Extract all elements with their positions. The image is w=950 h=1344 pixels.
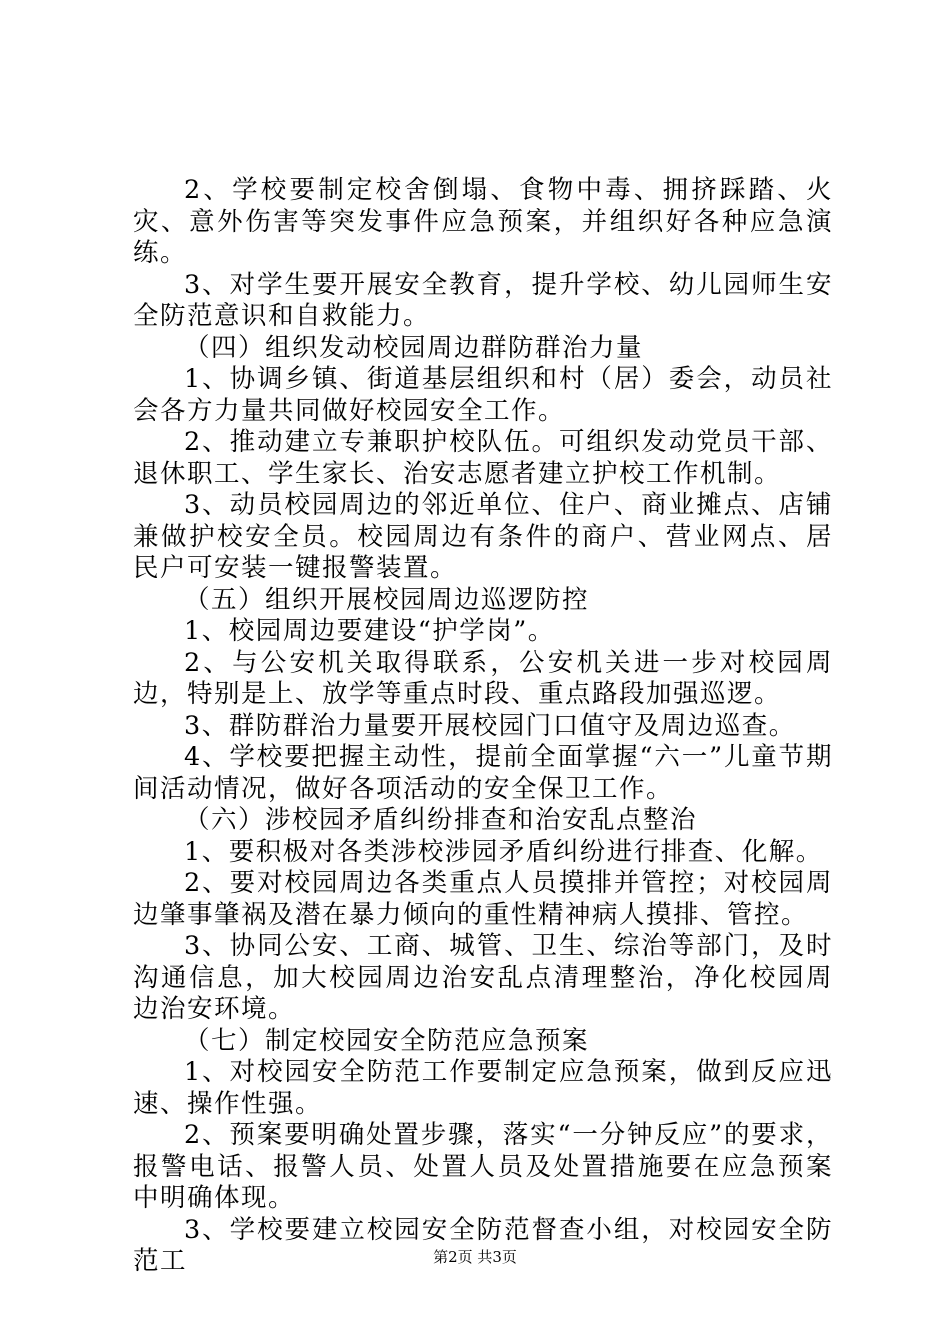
- document-body: [133, 175, 833, 1278]
- paragraph-10: 1、要积极对各类涉校涉园矛盾纠纷进行排查、化解。: [184, 836, 823, 867]
- paragraph-5: 3、动员校园周边的邻近单位、住户、商业摊点、店铺兼做护校安全员。校园周边有条件的商户、营业网点、居民户可安装一键报警装置。: [133, 490, 833, 583]
- page-number: 第2页 共3页: [433, 1248, 517, 1266]
- paragraph-12: 3、协同公安、工商、城管、卫生、综治等部门，及时沟通信息，加大校园周边治安乱点清理整治，净化校园周边治安环境。: [133, 931, 833, 1024]
- paragraph-6: 1、校园周边要建设“护学岗”。: [184, 616, 555, 646]
- section-heading-6: （六）涉校园矛盾纠纷排查和治安乱点整治: [184, 805, 698, 835]
- paragraph-9: 4、学校要把握主动性，提前全面掌握“六一”儿童节期间活动情况，做好各项活动的安全保卫工作。: [133, 742, 833, 804]
- paragraph-4: 2、推动建立专兼职护校队伍。可组织发动党员干部、退休职工、学生家长、治安志愿者建立护校工作机制。: [133, 427, 833, 489]
- section-heading-7: （七）制定校园安全防范应急预案: [184, 1025, 590, 1056]
- paragraph-8: 3、群防群治力量要开展校园门口值守及周边巡查。: [184, 710, 796, 741]
- paragraph-3: 1、协调乡镇、街道基层组织和村（居）委会，动员社会各方力量共同做好校园安全工作。: [133, 364, 833, 426]
- paragraph-14: 2、预案要明确处置步骤，落实“一分钟反应”的要求，报警电话、报警人员、处置人员及处置措施要在应急预案中明确体现。: [133, 1120, 833, 1213]
- paragraph-11: 2、要对校园周边各类重点人员摸排并管控；对校园周边肇事肇祸及潜在暴力倾向的重性精神病人摸排、管控。: [133, 868, 833, 930]
- paragraph-15: 3、学校要建立校园安全防范督查小组，对校园安全防范工: [133, 1214, 833, 1276]
- paragraph-7: 2、与公安机关取得联系，公安机关进一步对校园周边，特别是上、放学等重点时段、重点路段加强巡逻。: [133, 647, 833, 709]
- paragraph-2: 3、对学生要开展安全教育，提升学校、幼儿园师生安全防范意识和自救能力。: [133, 269, 833, 331]
- paragraph-1: 2、学校要制定校舍倒塌、食物中毒、拥挤踩踏、火灾、意外伤害等突发事件应急预案，并组织好各种应急演练。: [133, 175, 833, 268]
- section-heading-4: （四）组织发动校园周边群防群治力量: [184, 332, 644, 363]
- paragraph-13: 1、对校园安全防范工作要制定应急预案，做到反应迅速、操作性强。: [133, 1057, 833, 1119]
- section-heading-5: （五）组织开展校园周边巡逻防控: [184, 584, 590, 615]
